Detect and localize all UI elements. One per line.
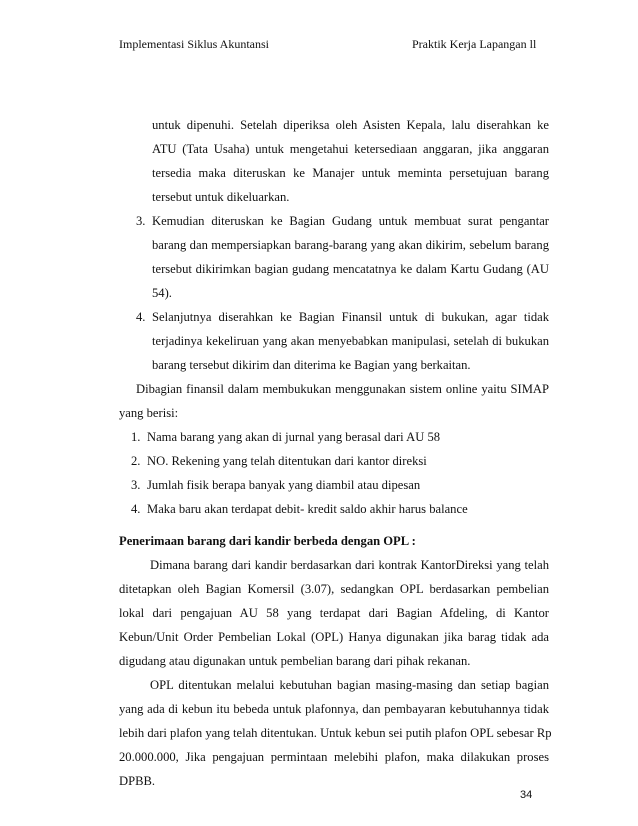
- list-number: 2.: [131, 454, 141, 468]
- header-right-title: Praktik Kerja Lapangan ll: [412, 37, 537, 51]
- text-line: barang dan mempersiapkan barang-barang yang akan dikirim, sebelum barang: [152, 238, 549, 252]
- text-line: ditetapkan oleh Bagian Komersil (3.07), sedangkan OPL berdasarkan pembelian: [119, 582, 549, 596]
- list-number: 4.: [131, 502, 141, 516]
- text-line: OPL ditentukan melalui kebutuhan bagian masing-masing dan setiap bagian: [150, 678, 549, 692]
- text-line: lokal dari pengajuan AU 58 yang terdapat dari Bagian Afdeling, di Kantor: [119, 606, 549, 620]
- text-line: ATU (Tata Usaha) untuk mengetahui ketersediaan anggaran, jika anggaran: [152, 142, 549, 156]
- text-line: terjadinya kekeliruan yang akan menyebabkan manipulasi, setelah di bukukan: [152, 334, 549, 348]
- text-line: Dimana barang dari kandir berdasarkan dari kontrak KantorDireksi yang telah: [150, 558, 549, 572]
- text-line: tersedia maka diteruskan ke Manajer untuk meminta persetujuan barang: [152, 166, 549, 180]
- text-line: Selanjutnya diserahkan ke Bagian Finansil untuk di bukukan, agar tidak: [152, 310, 549, 324]
- header-left-title: Implementasi Siklus Akuntansi: [119, 37, 269, 51]
- list-number: 3.: [136, 214, 146, 228]
- list-number: 3.: [131, 478, 141, 492]
- text-line: yang berisi:: [119, 406, 179, 420]
- section-title: Penerimaan barang dari kandir berbeda dengan OPL :: [119, 534, 416, 548]
- text-line: DPBB.: [119, 774, 156, 788]
- list-item: Jumlah fisik berapa banyak yang diambil atau dipesan: [147, 478, 421, 492]
- list-number: 4.: [136, 310, 146, 324]
- text-line: tersebut untuk dikeluarkan.: [152, 190, 290, 204]
- text-line: untuk dipenuhi. Setelah diperiksa oleh Asisten Kepala, lalu diserahkan ke: [152, 118, 549, 132]
- text-line: 20.000.000, Jika pengajuan permintaan melebihi plafon, maka dilakukan proses: [119, 750, 549, 764]
- text-line: lebih dari plafon yang telah ditentukan. Untuk kebun sei putih plafon OPL sebesar Rp: [119, 726, 552, 740]
- list-item: NO. Rekening yang telah ditentukan dari kantor direksi: [147, 454, 427, 468]
- page-number: 34: [520, 789, 533, 801]
- text-line: Kebun/Unit Order Pembelian Lokal (OPL) Hanya digunakan jika barag tidak ada: [119, 630, 549, 644]
- text-line: yang ada di kebun itu bebeda untuk plafonnya, dan pembayaran kebutuhannya tidak: [119, 702, 549, 716]
- text-line: Dibagian finansil dalam membukukan menggunakan sistem online yaitu SIMAP: [136, 382, 549, 396]
- text-line: digudang atau digunakan untuk pembelian barang dari pihak rekanan.: [119, 654, 471, 668]
- text-line: barang tersebut dikirim dan diterima ke Bagian yang berkaitan.: [152, 358, 471, 372]
- text-line: 54).: [152, 286, 172, 300]
- text-line: tersebut dikirimkan bagian gudang mencatatnya ke dalam Kartu Gudang (AU: [152, 262, 549, 276]
- list-item: Maka baru akan terdapat debit- kredit saldo akhir harus balance: [147, 502, 468, 516]
- text-line: Kemudian diteruskan ke Bagian Gudang untuk membuat surat pengantar: [152, 214, 549, 228]
- list-item: Nama barang yang akan di jurnal yang berasal dari AU 58: [147, 430, 441, 444]
- list-number: 1.: [131, 430, 141, 444]
